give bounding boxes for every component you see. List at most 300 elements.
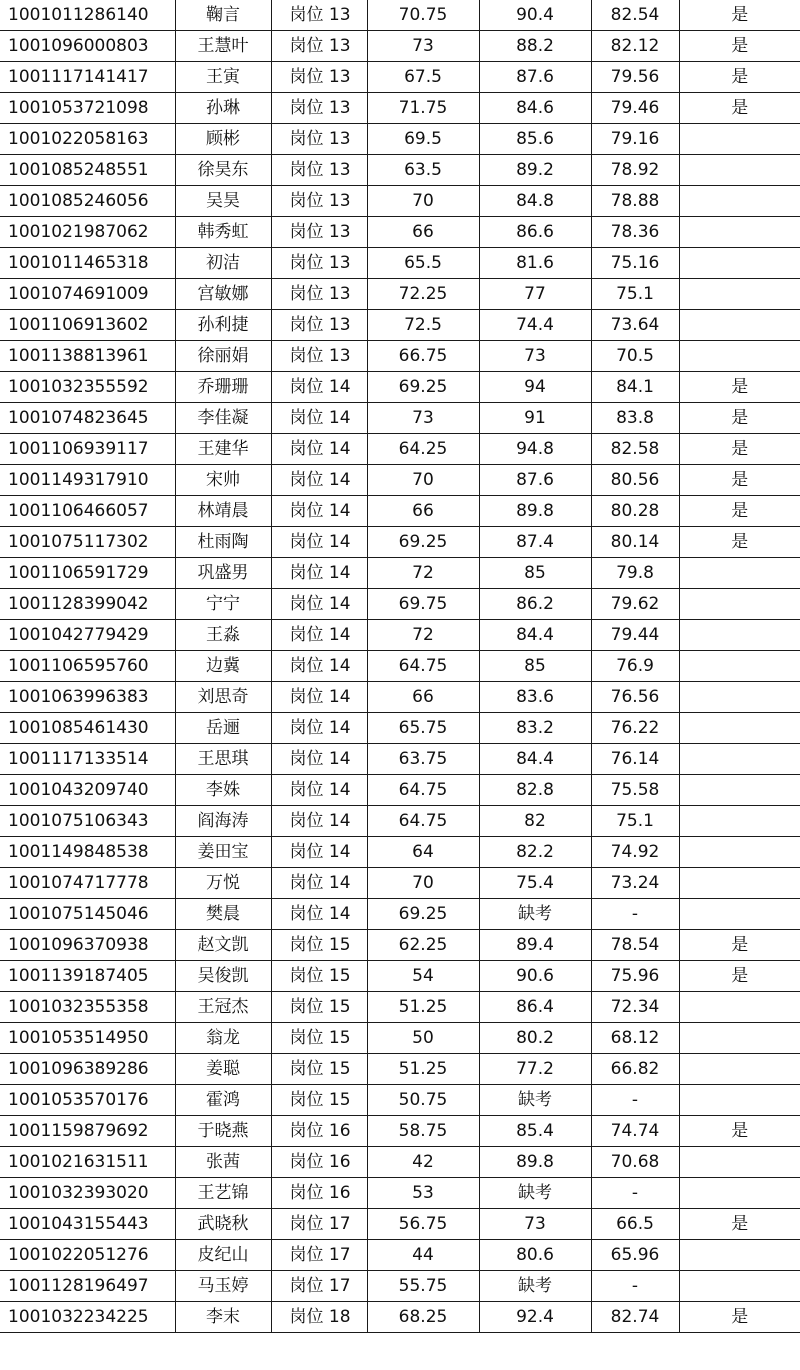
advance-flag-cell xyxy=(679,341,800,372)
name-cell: 吴俊凯 xyxy=(175,961,271,992)
name-cell: 李姝 xyxy=(175,775,271,806)
total-score-cell: 72.34 xyxy=(591,992,679,1023)
interview-score-cell: 86.2 xyxy=(479,589,591,620)
table-row xyxy=(0,186,800,217)
total-score-cell: 82.58 xyxy=(591,434,679,465)
table-row xyxy=(0,496,800,527)
position-cell: 岗位 13 xyxy=(271,186,367,217)
candidate-id-cell: 1001074717778 xyxy=(0,868,175,899)
interview-score-cell: 85.6 xyxy=(479,124,591,155)
total-score-cell: 76.56 xyxy=(591,682,679,713)
written-score-cell: 69.5 xyxy=(367,124,479,155)
total-score-cell: 79.46 xyxy=(591,93,679,124)
table-row xyxy=(0,1209,800,1240)
interview-score-cell: 77 xyxy=(479,279,591,310)
name-cell: 刘思奇 xyxy=(175,682,271,713)
total-score-cell: 76.22 xyxy=(591,713,679,744)
advance-flag-cell xyxy=(679,1147,800,1178)
total-score-cell: 68.12 xyxy=(591,1023,679,1054)
advance-flag-cell xyxy=(679,837,800,868)
total-score-cell: 82.12 xyxy=(591,31,679,62)
position-cell: 岗位 14 xyxy=(271,620,367,651)
written-score-cell: 70.75 xyxy=(367,0,479,31)
total-score-cell: 79.62 xyxy=(591,589,679,620)
name-cell: 边冀 xyxy=(175,651,271,682)
interview-score-cell: 83.2 xyxy=(479,713,591,744)
table-row xyxy=(0,589,800,620)
candidate-id-cell: 1001159879692 xyxy=(0,1116,175,1147)
written-score-cell: 42 xyxy=(367,1147,479,1178)
written-score-cell: 50 xyxy=(367,1023,479,1054)
interview-score-cell: 89.8 xyxy=(479,1147,591,1178)
interview-score-cell: 缺考 xyxy=(479,1178,591,1209)
total-score-cell: 82.54 xyxy=(591,0,679,31)
written-score-cell: 73 xyxy=(367,403,479,434)
table-row xyxy=(0,1085,800,1116)
total-score-cell: 79.16 xyxy=(591,124,679,155)
written-score-cell: 66 xyxy=(367,217,479,248)
table-row xyxy=(0,0,800,31)
advance-flag-cell: 是 xyxy=(679,62,800,93)
candidate-id-cell: 1001096000803 xyxy=(0,31,175,62)
written-score-cell: 58.75 xyxy=(367,1116,479,1147)
interview-score-cell: 85.4 xyxy=(479,1116,591,1147)
total-score-cell: 75.96 xyxy=(591,961,679,992)
advance-flag-cell xyxy=(679,217,800,248)
table-row xyxy=(0,744,800,775)
position-cell: 岗位 14 xyxy=(271,496,367,527)
candidate-id-cell: 1001032393020 xyxy=(0,1178,175,1209)
name-cell: 杜雨陶 xyxy=(175,527,271,558)
advance-flag-cell: 是 xyxy=(679,403,800,434)
total-score-cell: 70.68 xyxy=(591,1147,679,1178)
position-cell: 岗位 14 xyxy=(271,651,367,682)
position-cell: 岗位 14 xyxy=(271,744,367,775)
table-row xyxy=(0,465,800,496)
position-cell: 岗位 15 xyxy=(271,1085,367,1116)
interview-score-cell: 缺考 xyxy=(479,1271,591,1302)
total-score-cell: 70.5 xyxy=(591,341,679,372)
total-score-cell: 75.1 xyxy=(591,806,679,837)
advance-flag-cell xyxy=(679,1085,800,1116)
name-cell: 王建华 xyxy=(175,434,271,465)
candidate-id-cell: 1001074691009 xyxy=(0,279,175,310)
candidate-id-cell: 1001106595760 xyxy=(0,651,175,682)
position-cell: 岗位 15 xyxy=(271,1023,367,1054)
advance-flag-cell xyxy=(679,1240,800,1271)
position-cell: 岗位 14 xyxy=(271,899,367,930)
advance-flag-cell: 是 xyxy=(679,93,800,124)
interview-score-cell: 84.8 xyxy=(479,186,591,217)
table-row xyxy=(0,124,800,155)
table-row xyxy=(0,217,800,248)
written-score-cell: 54 xyxy=(367,961,479,992)
total-score-cell: 78.36 xyxy=(591,217,679,248)
name-cell: 赵文凯 xyxy=(175,930,271,961)
table-row xyxy=(0,713,800,744)
written-score-cell: 53 xyxy=(367,1178,479,1209)
name-cell: 王冠杰 xyxy=(175,992,271,1023)
position-cell: 岗位 14 xyxy=(271,682,367,713)
advance-flag-cell: 是 xyxy=(679,1116,800,1147)
position-cell: 岗位 15 xyxy=(271,1054,367,1085)
name-cell: 王艺锦 xyxy=(175,1178,271,1209)
advance-flag-cell xyxy=(679,682,800,713)
interview-score-cell: 86.4 xyxy=(479,992,591,1023)
position-cell: 岗位 15 xyxy=(271,961,367,992)
written-score-cell: 70 xyxy=(367,868,479,899)
total-score-cell: - xyxy=(591,1271,679,1302)
advance-flag-cell: 是 xyxy=(679,961,800,992)
total-score-cell: 75.16 xyxy=(591,248,679,279)
interview-score-cell: 94.8 xyxy=(479,434,591,465)
table-row xyxy=(0,558,800,589)
name-cell: 孙利捷 xyxy=(175,310,271,341)
candidate-id-cell: 1001053721098 xyxy=(0,93,175,124)
interview-score-cell: 84.6 xyxy=(479,93,591,124)
interview-score-cell: 86.6 xyxy=(479,217,591,248)
interview-score-cell: 85 xyxy=(479,558,591,589)
written-score-cell: 51.25 xyxy=(367,1054,479,1085)
written-score-cell: 56.75 xyxy=(367,1209,479,1240)
interview-score-cell: 90.6 xyxy=(479,961,591,992)
candidate-id-cell: 1001021987062 xyxy=(0,217,175,248)
advance-flag-cell xyxy=(679,744,800,775)
table-row xyxy=(0,310,800,341)
candidate-id-cell: 1001149848538 xyxy=(0,837,175,868)
total-score-cell: 74.74 xyxy=(591,1116,679,1147)
position-cell: 岗位 14 xyxy=(271,434,367,465)
advance-flag-cell: 是 xyxy=(679,465,800,496)
position-cell: 岗位 15 xyxy=(271,992,367,1023)
advance-flag-cell xyxy=(679,651,800,682)
position-cell: 岗位 13 xyxy=(271,155,367,186)
name-cell: 王思琪 xyxy=(175,744,271,775)
name-cell: 林靖晨 xyxy=(175,496,271,527)
position-cell: 岗位 14 xyxy=(271,868,367,899)
written-score-cell: 72.5 xyxy=(367,310,479,341)
written-score-cell: 70 xyxy=(367,465,479,496)
table-row xyxy=(0,1240,800,1271)
position-cell: 岗位 13 xyxy=(271,341,367,372)
position-cell: 岗位 15 xyxy=(271,930,367,961)
candidate-id-cell: 1001085246056 xyxy=(0,186,175,217)
name-cell: 张茜 xyxy=(175,1147,271,1178)
candidate-id-cell: 1001149317910 xyxy=(0,465,175,496)
position-cell: 岗位 14 xyxy=(271,527,367,558)
interview-score-cell: 77.2 xyxy=(479,1054,591,1085)
written-score-cell: 66.75 xyxy=(367,341,479,372)
position-cell: 岗位 13 xyxy=(271,31,367,62)
advance-flag-cell: 是 xyxy=(679,496,800,527)
advance-flag-cell: 是 xyxy=(679,527,800,558)
candidate-id-cell: 1001139187405 xyxy=(0,961,175,992)
candidate-id-cell: 1001063996383 xyxy=(0,682,175,713)
name-cell: 孙琳 xyxy=(175,93,271,124)
name-cell: 姜聪 xyxy=(175,1054,271,1085)
table-row xyxy=(0,434,800,465)
interview-score-cell: 缺考 xyxy=(479,1085,591,1116)
written-score-cell: 65.5 xyxy=(367,248,479,279)
position-cell: 岗位 16 xyxy=(271,1178,367,1209)
written-score-cell: 64 xyxy=(367,837,479,868)
candidate-id-cell: 1001117141417 xyxy=(0,62,175,93)
name-cell: 宋帅 xyxy=(175,465,271,496)
written-score-cell: 64.75 xyxy=(367,775,479,806)
candidate-id-cell: 1001021631511 xyxy=(0,1147,175,1178)
table-row xyxy=(0,806,800,837)
name-cell: 鞠言 xyxy=(175,0,271,31)
interview-score-cell: 87.6 xyxy=(479,62,591,93)
total-score-cell: 65.96 xyxy=(591,1240,679,1271)
candidate-id-cell: 1001042779429 xyxy=(0,620,175,651)
advance-flag-cell xyxy=(679,1178,800,1209)
interview-score-cell: 80.2 xyxy=(479,1023,591,1054)
total-score-cell: 66.82 xyxy=(591,1054,679,1085)
total-score-cell: 82.74 xyxy=(591,1302,679,1333)
written-score-cell: 70 xyxy=(367,186,479,217)
candidate-id-cell: 1001128399042 xyxy=(0,589,175,620)
position-cell: 岗位 14 xyxy=(271,403,367,434)
written-score-cell: 64.75 xyxy=(367,651,479,682)
position-cell: 岗位 16 xyxy=(271,1147,367,1178)
position-cell: 岗位 17 xyxy=(271,1271,367,1302)
total-score-cell: 75.58 xyxy=(591,775,679,806)
position-cell: 岗位 18 xyxy=(271,1302,367,1333)
written-score-cell: 44 xyxy=(367,1240,479,1271)
table-row xyxy=(0,651,800,682)
advance-flag-cell xyxy=(679,186,800,217)
written-score-cell: 51.25 xyxy=(367,992,479,1023)
table-row xyxy=(0,620,800,651)
name-cell: 乔珊珊 xyxy=(175,372,271,403)
interview-score-cell: 74.4 xyxy=(479,310,591,341)
interview-score-cell: 88.2 xyxy=(479,31,591,62)
name-cell: 万悦 xyxy=(175,868,271,899)
advance-flag-cell: 是 xyxy=(679,31,800,62)
total-score-cell: 80.56 xyxy=(591,465,679,496)
candidate-id-cell: 1001138813961 xyxy=(0,341,175,372)
table-row xyxy=(0,930,800,961)
total-score-cell: 83.8 xyxy=(591,403,679,434)
candidate-id-cell: 1001075145046 xyxy=(0,899,175,930)
written-score-cell: 64.25 xyxy=(367,434,479,465)
interview-score-cell: 82 xyxy=(479,806,591,837)
written-score-cell: 69.25 xyxy=(367,527,479,558)
name-cell: 李末 xyxy=(175,1302,271,1333)
position-cell: 岗位 14 xyxy=(271,465,367,496)
written-score-cell: 69.75 xyxy=(367,589,479,620)
table-row xyxy=(0,899,800,930)
total-score-cell: 78.54 xyxy=(591,930,679,961)
table-row xyxy=(0,837,800,868)
interview-score-cell: 91 xyxy=(479,403,591,434)
candidate-id-cell: 1001022058163 xyxy=(0,124,175,155)
candidate-id-cell: 1001085461430 xyxy=(0,713,175,744)
written-score-cell: 66 xyxy=(367,496,479,527)
interview-score-cell: 83.6 xyxy=(479,682,591,713)
written-score-cell: 73 xyxy=(367,31,479,62)
table-row xyxy=(0,992,800,1023)
interview-score-cell: 89.4 xyxy=(479,930,591,961)
written-score-cell: 62.25 xyxy=(367,930,479,961)
table-row xyxy=(0,155,800,186)
advance-flag-cell xyxy=(679,558,800,589)
advance-flag-cell: 是 xyxy=(679,372,800,403)
candidate-id-cell: 1001074823645 xyxy=(0,403,175,434)
total-score-cell: 76.14 xyxy=(591,744,679,775)
table-row xyxy=(0,93,800,124)
written-score-cell: 72 xyxy=(367,620,479,651)
candidate-id-cell: 1001011465318 xyxy=(0,248,175,279)
total-score-cell: 73.64 xyxy=(591,310,679,341)
written-score-cell: 69.25 xyxy=(367,372,479,403)
total-score-cell: - xyxy=(591,1085,679,1116)
interview-score-cell: 缺考 xyxy=(479,899,591,930)
interview-score-cell: 81.6 xyxy=(479,248,591,279)
name-cell: 徐昊东 xyxy=(175,155,271,186)
name-cell: 宫敏娜 xyxy=(175,279,271,310)
total-score-cell: 73.24 xyxy=(591,868,679,899)
total-score-cell: 78.92 xyxy=(591,155,679,186)
position-cell: 岗位 13 xyxy=(271,310,367,341)
candidate-id-cell: 1001032234225 xyxy=(0,1302,175,1333)
name-cell: 王淼 xyxy=(175,620,271,651)
interview-score-cell: 89.2 xyxy=(479,155,591,186)
written-score-cell: 63.75 xyxy=(367,744,479,775)
advance-flag-cell xyxy=(679,775,800,806)
candidate-id-cell: 1001128196497 xyxy=(0,1271,175,1302)
name-cell: 马玉婷 xyxy=(175,1271,271,1302)
total-score-cell: 76.9 xyxy=(591,651,679,682)
candidate-id-cell: 1001117133514 xyxy=(0,744,175,775)
position-cell: 岗位 14 xyxy=(271,806,367,837)
advance-flag-cell xyxy=(679,124,800,155)
written-score-cell: 68.25 xyxy=(367,1302,479,1333)
name-cell: 王寅 xyxy=(175,62,271,93)
advance-flag-cell: 是 xyxy=(679,1209,800,1240)
interview-score-cell: 92.4 xyxy=(479,1302,591,1333)
name-cell: 吴昊 xyxy=(175,186,271,217)
table-row xyxy=(0,682,800,713)
interview-score-cell: 84.4 xyxy=(479,620,591,651)
advance-flag-cell xyxy=(679,589,800,620)
name-cell: 李佳凝 xyxy=(175,403,271,434)
interview-score-cell: 82.2 xyxy=(479,837,591,868)
advance-flag-cell xyxy=(679,620,800,651)
name-cell: 樊晨 xyxy=(175,899,271,930)
name-cell: 霍鸿 xyxy=(175,1085,271,1116)
table-row xyxy=(0,1023,800,1054)
candidate-id-cell: 1001032355592 xyxy=(0,372,175,403)
advance-flag-cell: 是 xyxy=(679,434,800,465)
candidate-id-cell: 1001022051276 xyxy=(0,1240,175,1271)
total-score-cell: 84.1 xyxy=(591,372,679,403)
total-score-cell: 66.5 xyxy=(591,1209,679,1240)
name-cell: 王慧叶 xyxy=(175,31,271,62)
total-score-cell: - xyxy=(591,899,679,930)
table-row xyxy=(0,372,800,403)
table-row xyxy=(0,62,800,93)
name-cell: 武晓秋 xyxy=(175,1209,271,1240)
advance-flag-cell xyxy=(679,1054,800,1085)
interview-score-cell: 87.6 xyxy=(479,465,591,496)
advance-flag-cell xyxy=(679,713,800,744)
candidate-id-cell: 1001106591729 xyxy=(0,558,175,589)
advance-flag-cell: 是 xyxy=(679,930,800,961)
candidate-id-cell: 1001053570176 xyxy=(0,1085,175,1116)
position-cell: 岗位 14 xyxy=(271,372,367,403)
table-row xyxy=(0,961,800,992)
table-row xyxy=(0,279,800,310)
name-cell: 姜田宝 xyxy=(175,837,271,868)
interview-score-cell: 89.8 xyxy=(479,496,591,527)
interview-score-cell: 90.4 xyxy=(479,0,591,31)
advance-flag-cell xyxy=(679,899,800,930)
candidate-id-cell: 1001096370938 xyxy=(0,930,175,961)
position-cell: 岗位 14 xyxy=(271,558,367,589)
written-score-cell: 66 xyxy=(367,682,479,713)
name-cell: 翁龙 xyxy=(175,1023,271,1054)
table-row xyxy=(0,775,800,806)
position-cell: 岗位 14 xyxy=(271,837,367,868)
interview-score-cell: 80.6 xyxy=(479,1240,591,1271)
table-row xyxy=(0,31,800,62)
name-cell: 于晓燕 xyxy=(175,1116,271,1147)
table-row xyxy=(0,868,800,899)
table-row xyxy=(0,1302,800,1333)
table-row xyxy=(0,403,800,434)
written-score-cell: 71.75 xyxy=(367,93,479,124)
total-score-cell: 80.28 xyxy=(591,496,679,527)
position-cell: 岗位 13 xyxy=(271,248,367,279)
position-cell: 岗位 13 xyxy=(271,0,367,31)
candidate-id-cell: 1001043155443 xyxy=(0,1209,175,1240)
interview-score-cell: 82.8 xyxy=(479,775,591,806)
name-cell: 徐丽娟 xyxy=(175,341,271,372)
position-cell: 岗位 17 xyxy=(271,1209,367,1240)
position-cell: 岗位 13 xyxy=(271,124,367,155)
written-score-cell: 63.5 xyxy=(367,155,479,186)
position-cell: 岗位 14 xyxy=(271,713,367,744)
written-score-cell: 72 xyxy=(367,558,479,589)
name-cell: 宁宁 xyxy=(175,589,271,620)
written-score-cell: 67.5 xyxy=(367,62,479,93)
position-cell: 岗位 16 xyxy=(271,1116,367,1147)
name-cell: 韩秀虹 xyxy=(175,217,271,248)
written-score-cell: 64.75 xyxy=(367,806,479,837)
table-row xyxy=(0,527,800,558)
table-row xyxy=(0,1271,800,1302)
written-score-cell: 65.75 xyxy=(367,713,479,744)
candidate-id-cell: 1001075106343 xyxy=(0,806,175,837)
interview-score-cell: 75.4 xyxy=(479,868,591,899)
candidate-id-cell: 1001043209740 xyxy=(0,775,175,806)
total-score-cell: 80.14 xyxy=(591,527,679,558)
interview-score-cell: 85 xyxy=(479,651,591,682)
table-row xyxy=(0,248,800,279)
name-cell: 巩盛男 xyxy=(175,558,271,589)
advance-flag-cell xyxy=(679,248,800,279)
candidate-id-cell: 1001096389286 xyxy=(0,1054,175,1085)
table-row xyxy=(0,1178,800,1209)
interview-score-cell: 84.4 xyxy=(479,744,591,775)
table-row xyxy=(0,1147,800,1178)
advance-flag-cell xyxy=(679,310,800,341)
interview-score-cell: 73 xyxy=(479,341,591,372)
total-score-cell: 75.1 xyxy=(591,279,679,310)
interview-score-cell: 73 xyxy=(479,1209,591,1240)
